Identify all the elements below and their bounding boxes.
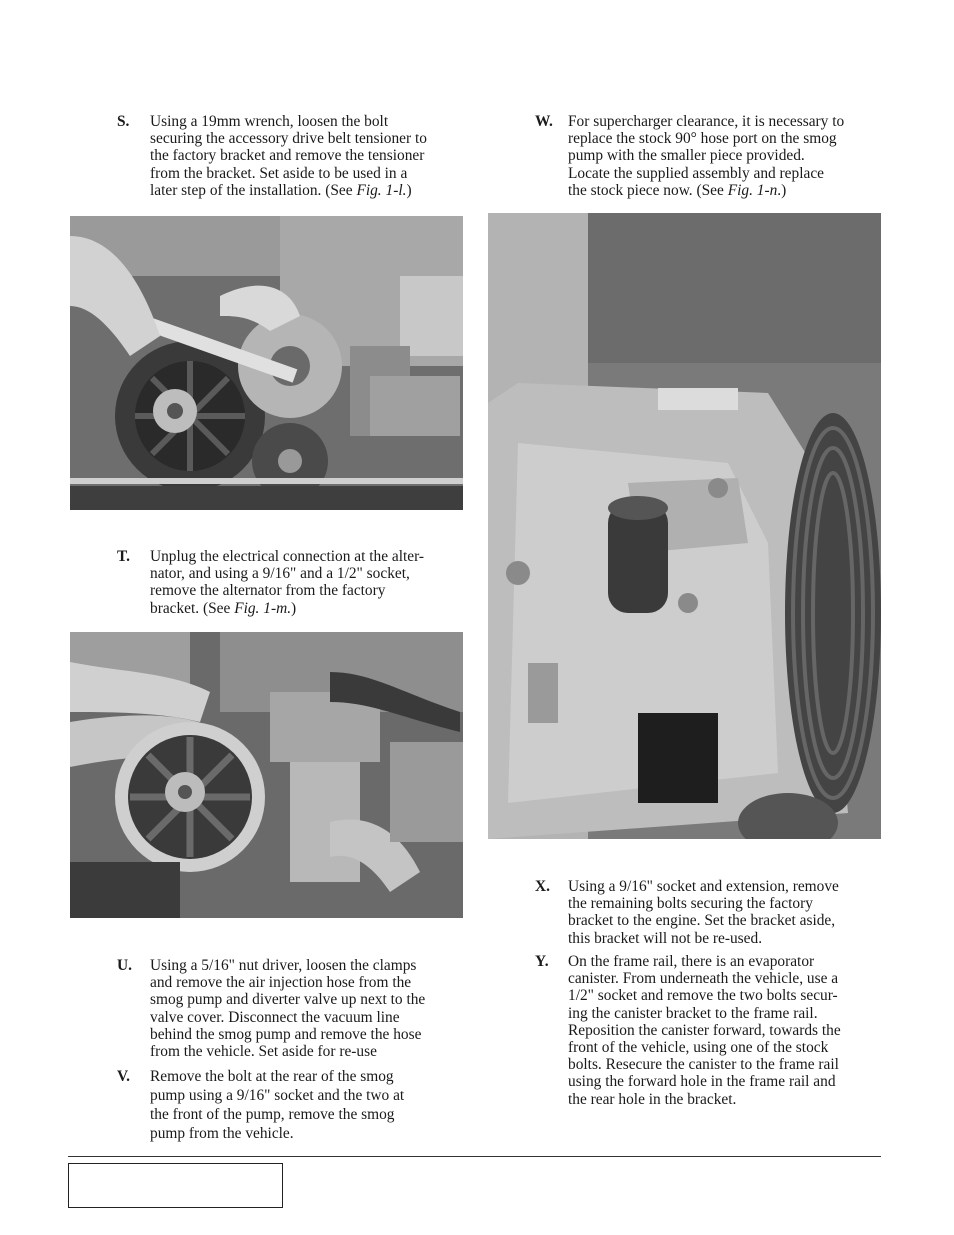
step-text: the stock piece now. (See: [568, 181, 728, 199]
step-line: pump from the vehicle.: [150, 1125, 294, 1142]
step-line: nator, and using a 9/16" and a 1/2" socket,: [150, 565, 410, 583]
step-line: the remaining bolts securing the factory: [568, 895, 813, 913]
step-line: For supercharger clearance, it is necessary to: [568, 113, 845, 130]
step-text: later step of the installation. (See: [150, 181, 357, 199]
footer-divider: [68, 1156, 881, 1157]
figure-1-n-photo: [488, 213, 881, 839]
step-text: ): [291, 599, 297, 617]
step-line: replace the stock 90° hose port on the smog: [568, 130, 837, 148]
step-line: bracket to the engine. Set the bracket aside,: [568, 912, 836, 930]
step-text: .): [777, 181, 787, 199]
step-line: behind the smog pump and remove the hose: [150, 1025, 422, 1043]
step-line: securing the accessory drive belt tensioner to: [150, 130, 427, 148]
step-line: Unplug the electrical connection at the alter-: [150, 548, 425, 565]
step-letter: Y.: [535, 953, 549, 970]
step-line: canister. From underneath the vehicle, use a: [568, 970, 839, 988]
footer-page-box: [68, 1163, 283, 1208]
step-line: the rear hole in the bracket.: [568, 1090, 737, 1108]
step-line: Using a 5/16" nut driver, loosen the clamps: [150, 957, 417, 974]
step-line: [150, 600, 470, 617]
step-letter: T.: [117, 548, 130, 565]
figure-reference: Fig. 1-l.: [356, 181, 407, 199]
step-letter: V.: [117, 1068, 130, 1085]
step-letter: W.: [535, 113, 553, 130]
step-line: smog pump and diverter valve up next to the: [150, 991, 426, 1009]
step-line: [150, 182, 470, 199]
step-line: this bracket will not be re-used.: [568, 929, 763, 947]
step-line: front of the vehicle, using one of the stock: [568, 1039, 829, 1057]
step-line: the front of the pump, remove the smog: [150, 1106, 395, 1123]
figure-1-m-photo: [70, 632, 463, 918]
step-line: On the frame rail, there is an evaporator: [568, 953, 815, 970]
step-line: ing the canister bracket to the frame rail.: [568, 1004, 818, 1022]
step-line: [568, 182, 888, 199]
step-line: from the bracket. Set aside to be used in a: [150, 164, 408, 182]
step-line: and remove the air injection hose from the: [150, 974, 412, 992]
step-line: using the forward hole in the frame rail and: [568, 1073, 836, 1091]
step-line: valve cover. Disconnect the vacuum line: [150, 1008, 400, 1026]
step-line: pump using a 9/16" socket and the two at: [150, 1087, 405, 1104]
step-text: bracket. (See: [150, 599, 235, 617]
step-line: remove the alternator from the factory: [150, 582, 386, 600]
step-line: Using a 19mm wrench, loosen the bolt: [150, 113, 389, 130]
step-line: Locate the supplied assembly and replace: [568, 164, 824, 182]
step-letter: X.: [535, 878, 550, 895]
step-line: Using a 9/16" socket and extension, remove: [568, 878, 839, 895]
step-letter: S.: [117, 113, 130, 130]
step-line: pump with the smaller piece provided.: [568, 147, 805, 165]
step-line: bolts. Resecure the canister to the frame rail: [568, 1056, 839, 1074]
step-line: Remove the bolt at the rear of the smog: [150, 1068, 394, 1085]
step-line: from the vehicle. Set aside for re-use: [150, 1043, 377, 1061]
figure-reference: Fig. 1-m.: [234, 599, 292, 617]
figure-reference: Fig. 1-n: [727, 181, 778, 199]
figure-1-l-photo: [70, 216, 463, 510]
step-text: ): [406, 181, 412, 199]
step-letter: U.: [117, 957, 132, 974]
step-line: Reposition the canister forward, towards the: [568, 1021, 841, 1039]
step-line: 1/2" socket and remove the two bolts secur-: [568, 987, 838, 1005]
step-line: the factory bracket and remove the tensioner: [150, 147, 425, 165]
